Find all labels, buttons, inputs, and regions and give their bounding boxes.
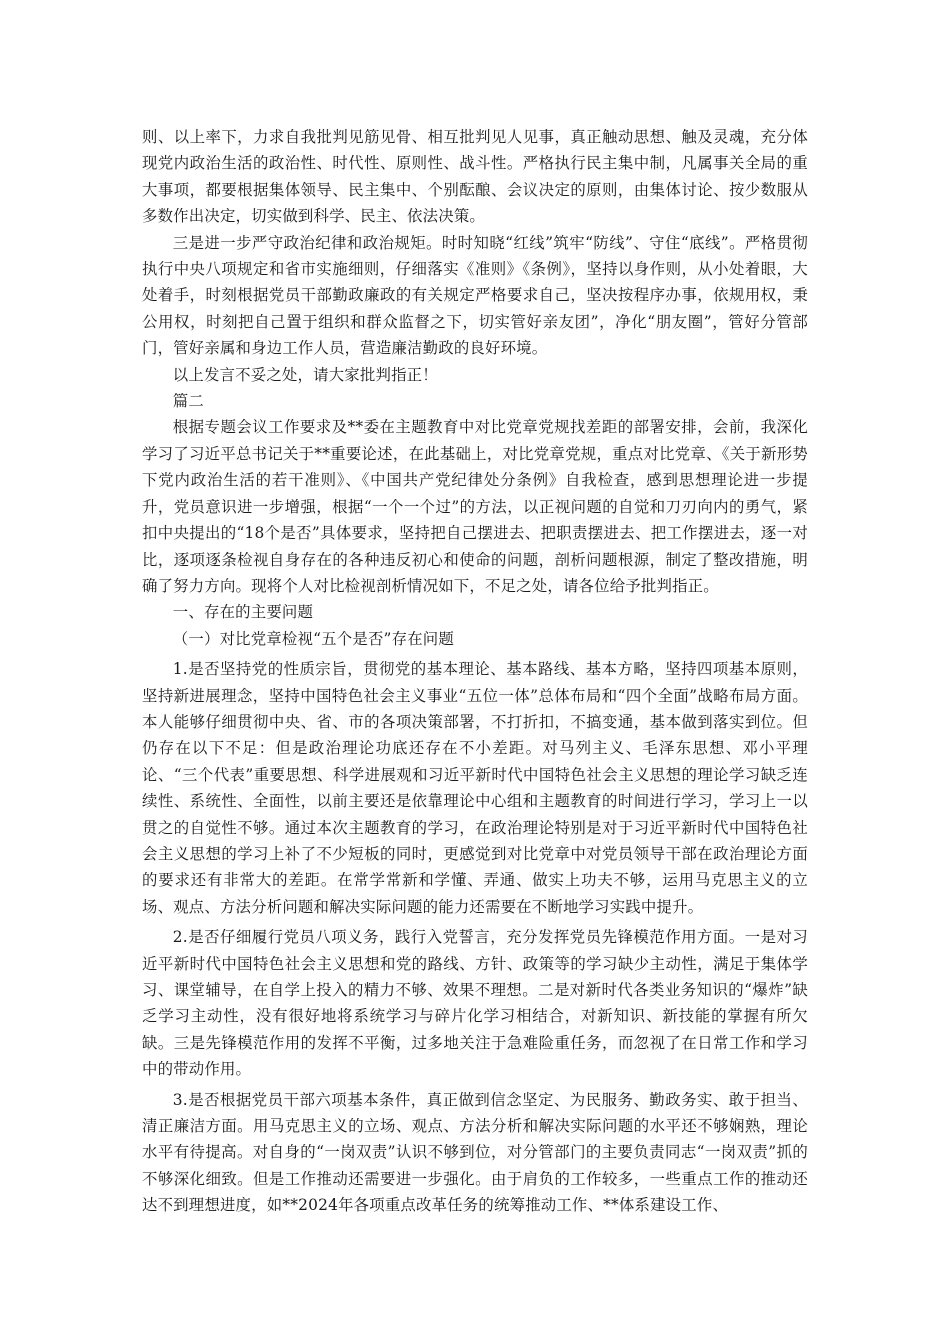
document-page	[142, 124, 808, 1219]
section-label-part-two: 篇二	[172, 392, 204, 411]
paragraph-item-2: 2.是否仔细履行党员八项义务，践行入党誓言，充分发挥党员先锋模范作用方面。一是对习近平新时代中国特色社会主义思想和党的路线、方针、政策等的学习缺少主动性，满足于集体学习、课堂辅导，在自学上投入的精力不够、效果不理想。二是对新时代各类业务知识的“爆炸”缺乏学习主动性，没有很好地将系统学习与碎片化学习相结合，对新知识、新技能的掌握有所欠缺。三是先锋模范作用的发挥不平衡，过多地关注于急难险重任务，而忽视了在日常工作和学习中的带动作用。	[142, 928, 808, 1079]
paragraph-intro: 根据专题会议工作要求及**委在主题教育中对比党章党规找差距的部署安排，会前，我深化学习了习近平总书记关于**重要论述，在此基础上，对比党章党规，重点对比党章、《关于新形势下党内政治生活的若干准则》、《中国共产党纪律处分条例》自我检查，感到思想理论进一步提升，党员意识进一步增强，根据“一个一个过”的方法，以正视问题的自觉和刀刃向内的勇气，紧扣中央提出的“18个是否”具体要求，坚持把自己摆进去、把职责摆进去、把工作摆进去，逐一对比，逐项逐条检视自身存在的各种违反初心和使命的问题，剖析问题根源，制定了整改措施，明确了努力方向。现将个人对比检视剖析情况如下，不足之处，请各位给予批判指正。	[142, 418, 808, 595]
heading-five-questions: （一）对比党章检视“五个是否”存在问题	[172, 629, 454, 648]
paragraph-three: 三是进一步严守政治纪律和政治规矩。时时知晓“红线”筑牢“防线”、守住“底线”。严格贯彻执行中央八项规定和省市实施细则，仔细落实《准则》《条例》，坚持以身作则，从小处着眼，大处着手，时刻根据党员干部勤政廉政的有关规定严格要求自己，坚决按程序办事，依规用权，秉公用权，时刻把自己置于组织和群众监督之下，切实管好亲友团”，净化“朋友圈”，管好分管部门，管好亲属和身边工作人员，营造廉洁勤政的良好环境。	[142, 233, 808, 358]
paragraph-item-1: 1.是否坚持党的性质宗旨，贯彻党的基本理论、基本路线、基本方略，坚持四项基本原则，坚持新进展理念，坚持中国特色社会主义事业“五位一体”总体布局和“四个全面”战略布局方面。本人能够仔细贯彻中央、省、市的各项决策部署，不打折扣，不搞变通，基本做到落实到位。但仍存在以下不足：但是政治理论功底还存在不小差距。对马列主义、毛泽东思想、邓小平理论、“三个代表”重要思想、科学进展观和习近平新时代中国特色社会主义思想的理论学习缺乏连续性、系统性、全面性，以前主要还是依靠理论中心组和主题教育的时间进行学习，学习上一以贯之的自觉性不够。通过本次主题教育的学习，在政治理论特别是对于习近平新时代中国特色社会主义思想的学习上补了不少短板的同时，更感觉到对比党章中对党员领导干部在政治理论方面的要求还有非常大的差距。在常学常新和学懂、弄通、做实上功夫不够，运用马克思主义的立场、观点、方法分析问题和解决实际问题的能力还需要在不断地学习实践中提升。	[142, 660, 808, 916]
paragraph-closing: 以上发言不妥之处，请大家批判指正！	[172, 365, 438, 384]
heading-main-problems: 一、存在的主要问题	[172, 603, 314, 622]
paragraph-item-3: 3.是否根据党员干部六项基本条件，真正做到信念坚定、为民服务、勤政务实、敢于担当、清正廉洁方面。用马克思主义的立场、观点、方法分析和解决实际问题的水平还不够娴熟，理论水平有待提高。对自身的“一岗双责”认识不够到位，对分管部门的主要负责同志“一岗双责”抓的不够深化细致。但是工作推动还需要进一步强化。由于肩负的工作较多，一些重点工作的推动还达不到理想进度，如**2024年各项重点改革任务的统筹推动工作、**体系建设工作、	[142, 1090, 808, 1215]
paragraph-continued: 则、以上率下，力求自我批判见筋见骨、相互批判见人见事，真正触动思想、触及灵魂，充分体现党内政治生活的政治性、时代性、原则性、战斗性。严格执行民主集中制，凡属事关全局的重大事项，都要根据集体领导、民主集中、个别酝酿、会议决定的原则，由集体讨论、按少数服从多数作出决定，切实做到科学、民主、依法决策。	[142, 128, 808, 226]
